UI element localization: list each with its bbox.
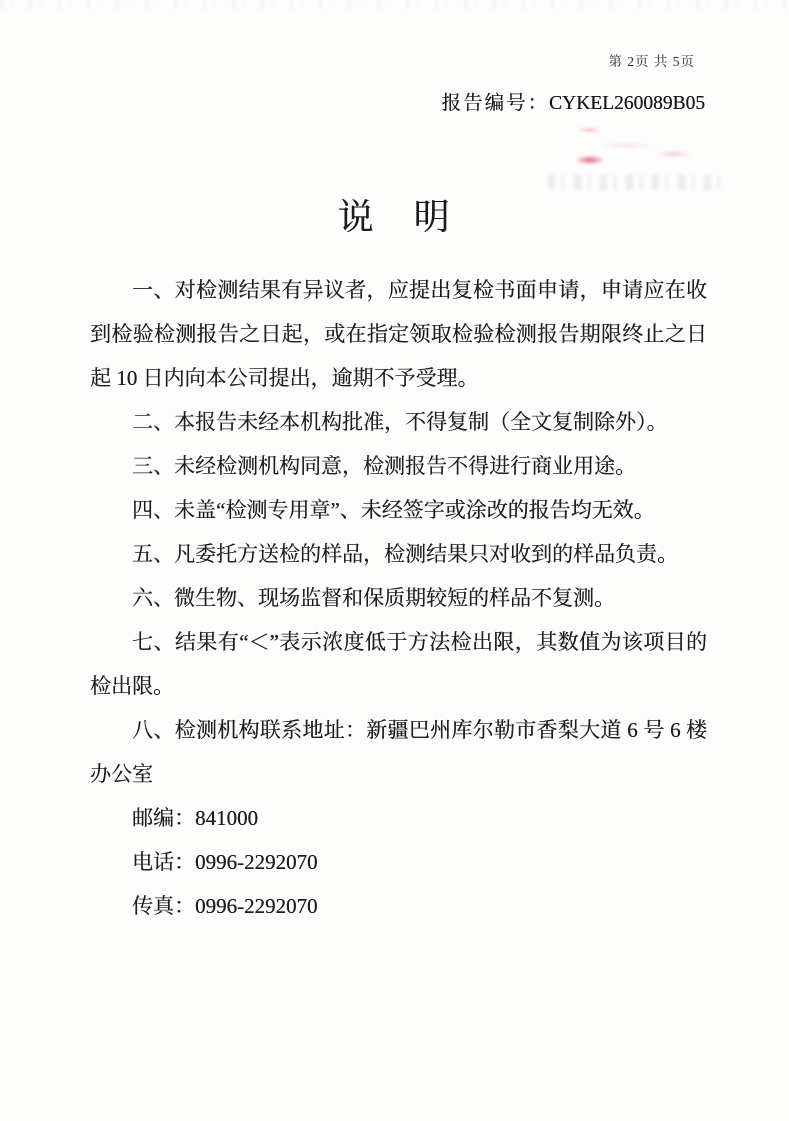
red-stamp-mark xyxy=(596,143,656,148)
red-stamp-mark xyxy=(576,127,602,133)
note-paragraph-1: 一、对检测结果有异议者，应提出复检书面申请，申请应在收到检验检测报告之日起，或在指定领取检验检测报告期限终止之日起 10 日内向本公司提出，逾期不予受理。 xyxy=(90,278,707,390)
contact-phone: 电话：0996-2292070 xyxy=(132,850,318,874)
note-paragraph-6: 六、微生物、现场监督和保质期较短的样品不复测。 xyxy=(132,586,615,610)
red-stamp-mark xyxy=(575,155,605,165)
note-paragraph-8: 八、检测机构联系地址：新疆巴州库尔勒市香梨大道 6 号 6 楼办公室 xyxy=(90,718,707,786)
notes-body xyxy=(90,268,707,928)
contact-fax: 传真：0996-2292070 xyxy=(132,894,318,918)
note-paragraph-3: 三、未经检测机构同意，检测报告不得进行商业用途。 xyxy=(132,454,636,478)
scan-noise-texture xyxy=(0,0,789,10)
ink-bleedthrough-artifact xyxy=(548,175,720,190)
note-paragraph-4: 四、未盖“检测专用章”、未经签字或涂改的报告均无效。 xyxy=(132,498,655,522)
note-paragraph-5: 五、凡委托方送检的样品，检测结果只对收到的样品负责。 xyxy=(132,542,678,566)
note-paragraph-2: 二、本报告未经本机构批准，不得复制（全文复制除外）。 xyxy=(132,410,668,434)
red-stamp-mark xyxy=(655,150,693,158)
page-title: 说 明 xyxy=(337,197,452,237)
page-number-indicator: 第 2页 共 5页 xyxy=(608,54,695,69)
report-number-label: 报告编号： xyxy=(441,93,549,114)
report-number-value: CYKEL260089B05 xyxy=(549,93,705,114)
contact-postcode: 邮编：841000 xyxy=(132,806,258,830)
note-paragraph-7: 七、结果有“＜”表示浓度低于方法检出限，其数值为该项目的检出限。 xyxy=(90,630,707,698)
report-number-line xyxy=(441,87,705,115)
